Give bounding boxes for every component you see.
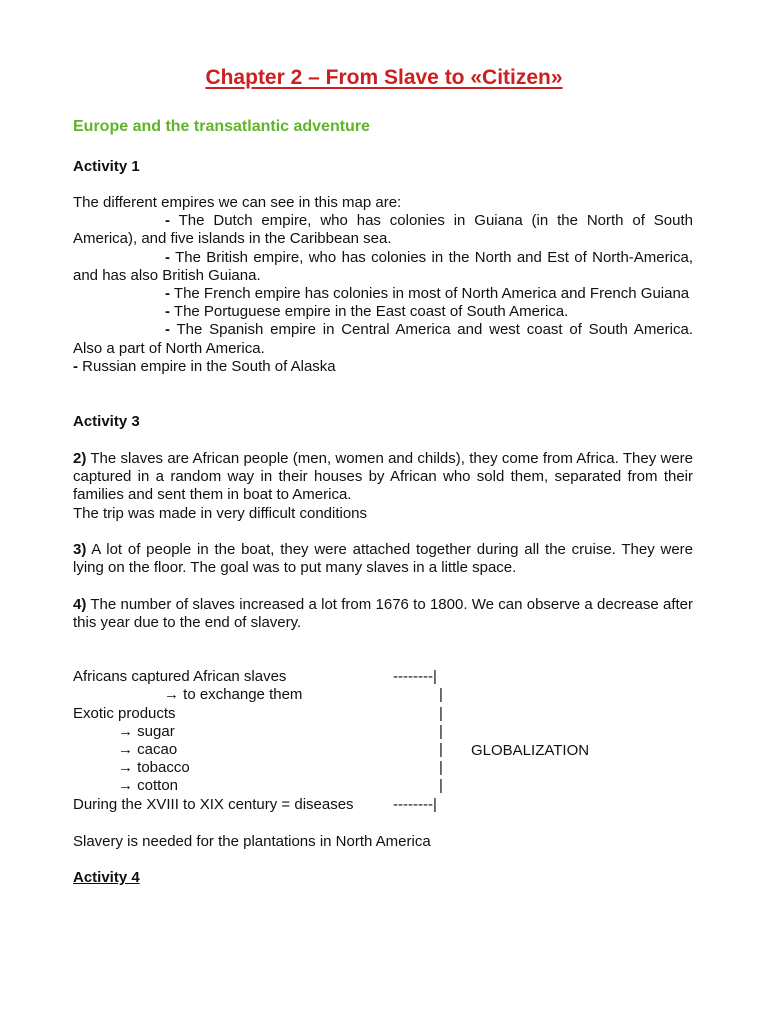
empire-item: - The British empire, who has colonies in the North and Est of North-America, and has also British Guiana. xyxy=(73,248,693,284)
answer-3: 3) A lot of people in the boat, they were attached together during all the cruise. They were lying on the floor. The goal was to put many slaves in a little space. xyxy=(73,541,693,577)
empire-item: - The Portuguese empire in the East coast of South America. xyxy=(165,303,569,321)
diagram-line: Africans captured African slaves xyxy=(73,668,287,685)
empire-item: - The French empire has colonies in most of North America and French Guiana xyxy=(165,285,690,303)
bracket-bar: | xyxy=(439,777,443,794)
diagram-line: → cacao xyxy=(118,741,178,758)
diagram-line: → to exchange them xyxy=(164,686,303,703)
diagram-line: → cotton xyxy=(118,777,179,794)
activity1-content xyxy=(73,194,693,376)
bracket-bar: | xyxy=(439,705,443,722)
bracket-bar: | xyxy=(439,723,443,740)
empire-item-last: - Russian empire in the South of Alaska xyxy=(73,357,336,375)
empire-item: - The Spanish empire in Central America and west coast of South America. Also a part of North America. xyxy=(73,321,693,357)
globalization-label: GLOBALIZATION xyxy=(471,742,590,759)
diagram-line: During the XVIII to XIX century = diseases xyxy=(73,796,354,813)
diagram-line: Exotic products xyxy=(73,705,176,722)
empire-item: - The Dutch empire, who has colonies in Guiana (in the North of South America), and five islands in the Caribbean sea. xyxy=(73,212,693,248)
section-subtitle: Europe and the transatlantic adventure xyxy=(73,118,370,135)
activity1-heading: Activity 1 xyxy=(73,158,140,175)
answer-2: 2) The slaves are African people (men, women and childs), they come from Africa. They were captured in a random way in their houses by African who sold them, separated from their families and sent them in boat to America. xyxy=(73,450,693,504)
bracket-bar: | xyxy=(439,741,443,758)
bracket-top: --------| xyxy=(393,668,437,685)
activity4-heading: Activity 4 xyxy=(73,869,140,886)
activity3-heading: Activity 3 xyxy=(73,413,140,430)
activity1-intro: The different empires we can see in this map are: xyxy=(73,194,402,211)
chapter-title: Chapter 2 – From Slave to «Citizen» xyxy=(205,66,563,89)
bracket-bar: | xyxy=(439,686,443,703)
conclusion-text: Slavery is needed for the plantations in North America xyxy=(73,833,431,850)
diagram-line: → sugar xyxy=(118,723,175,740)
bracket-bar: | xyxy=(439,759,443,776)
diagram-line: → tobacco xyxy=(118,759,190,776)
bracket-bottom: --------| xyxy=(393,796,437,813)
answer-4: 4) The number of slaves increased a lot from 1676 to 1800. We can observe a decrease after this year due to the end of slavery. xyxy=(73,596,693,632)
answer-2-extra: The trip was made in very difficult conditions xyxy=(73,505,368,522)
